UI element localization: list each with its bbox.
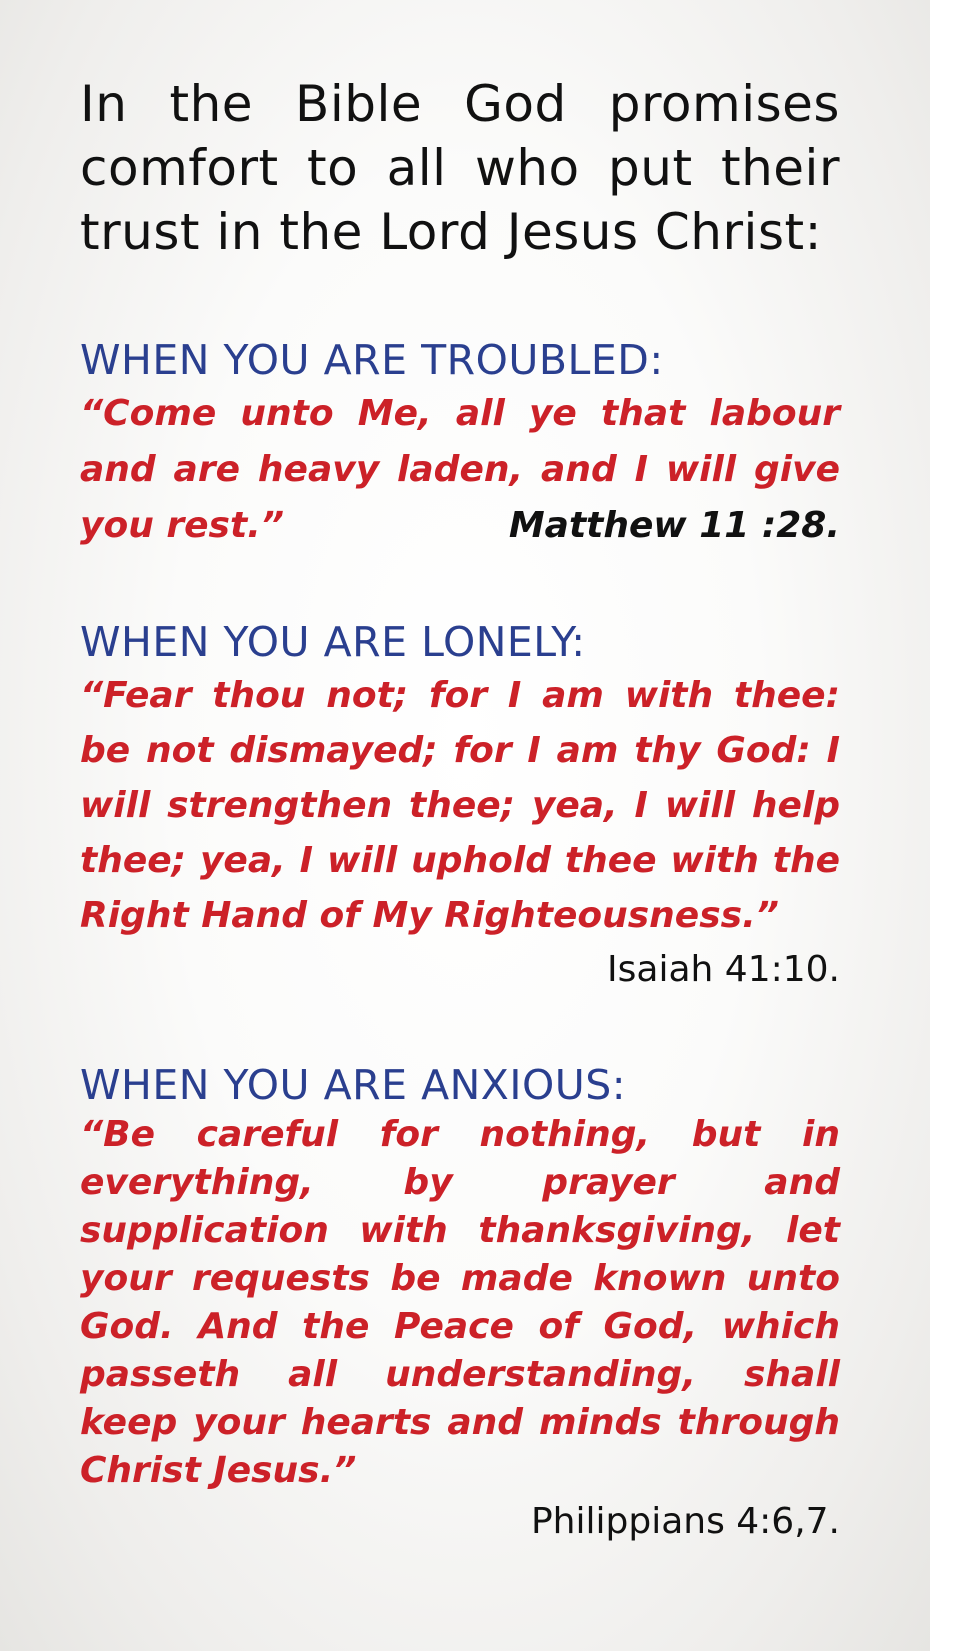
verse-text bbox=[80, 386, 840, 554]
section-lonely bbox=[80, 616, 840, 997]
section-troubled bbox=[80, 334, 840, 554]
section-heading: WHEN YOU ARE TROUBLED: bbox=[80, 336, 664, 384]
verse-reference: Philippians 4:6,7. bbox=[530, 1501, 840, 1542]
verse-reference: Matthew 11 :28. bbox=[508, 505, 840, 546]
section-anxious bbox=[80, 1059, 840, 1549]
verse-reference: Isaiah 41:10. bbox=[607, 949, 840, 990]
section-heading: WHEN YOU ARE LONELY: bbox=[80, 618, 586, 666]
tract-content bbox=[80, 72, 840, 1549]
intro-text: In the Bible God promises comfort to all who put their trust in the Lord Jesus Christ: bbox=[80, 75, 840, 261]
verse-body: “Come unto Me, all ye that labour and are heavy laden, and I will give you rest.” bbox=[80, 393, 840, 546]
section-heading: WHEN YOU ARE ANXIOUS: bbox=[80, 1061, 627, 1109]
verse-text: “Be careful for nothing, but in everything, by prayer and supplication with thanksgiving, let your requests be made known unto God. And the Peace of God, which passeth all understanding, shall keep your hearts and minds through Christ Jesus.” bbox=[80, 1114, 840, 1491]
verse-text: “Fear thou not; for I am with thee: be not dismayed; for I am thy God: I will strengthen thee; yea, I will help thee; yea, I will uphold thee with the Right Hand of My Righteousness.” bbox=[80, 675, 840, 936]
